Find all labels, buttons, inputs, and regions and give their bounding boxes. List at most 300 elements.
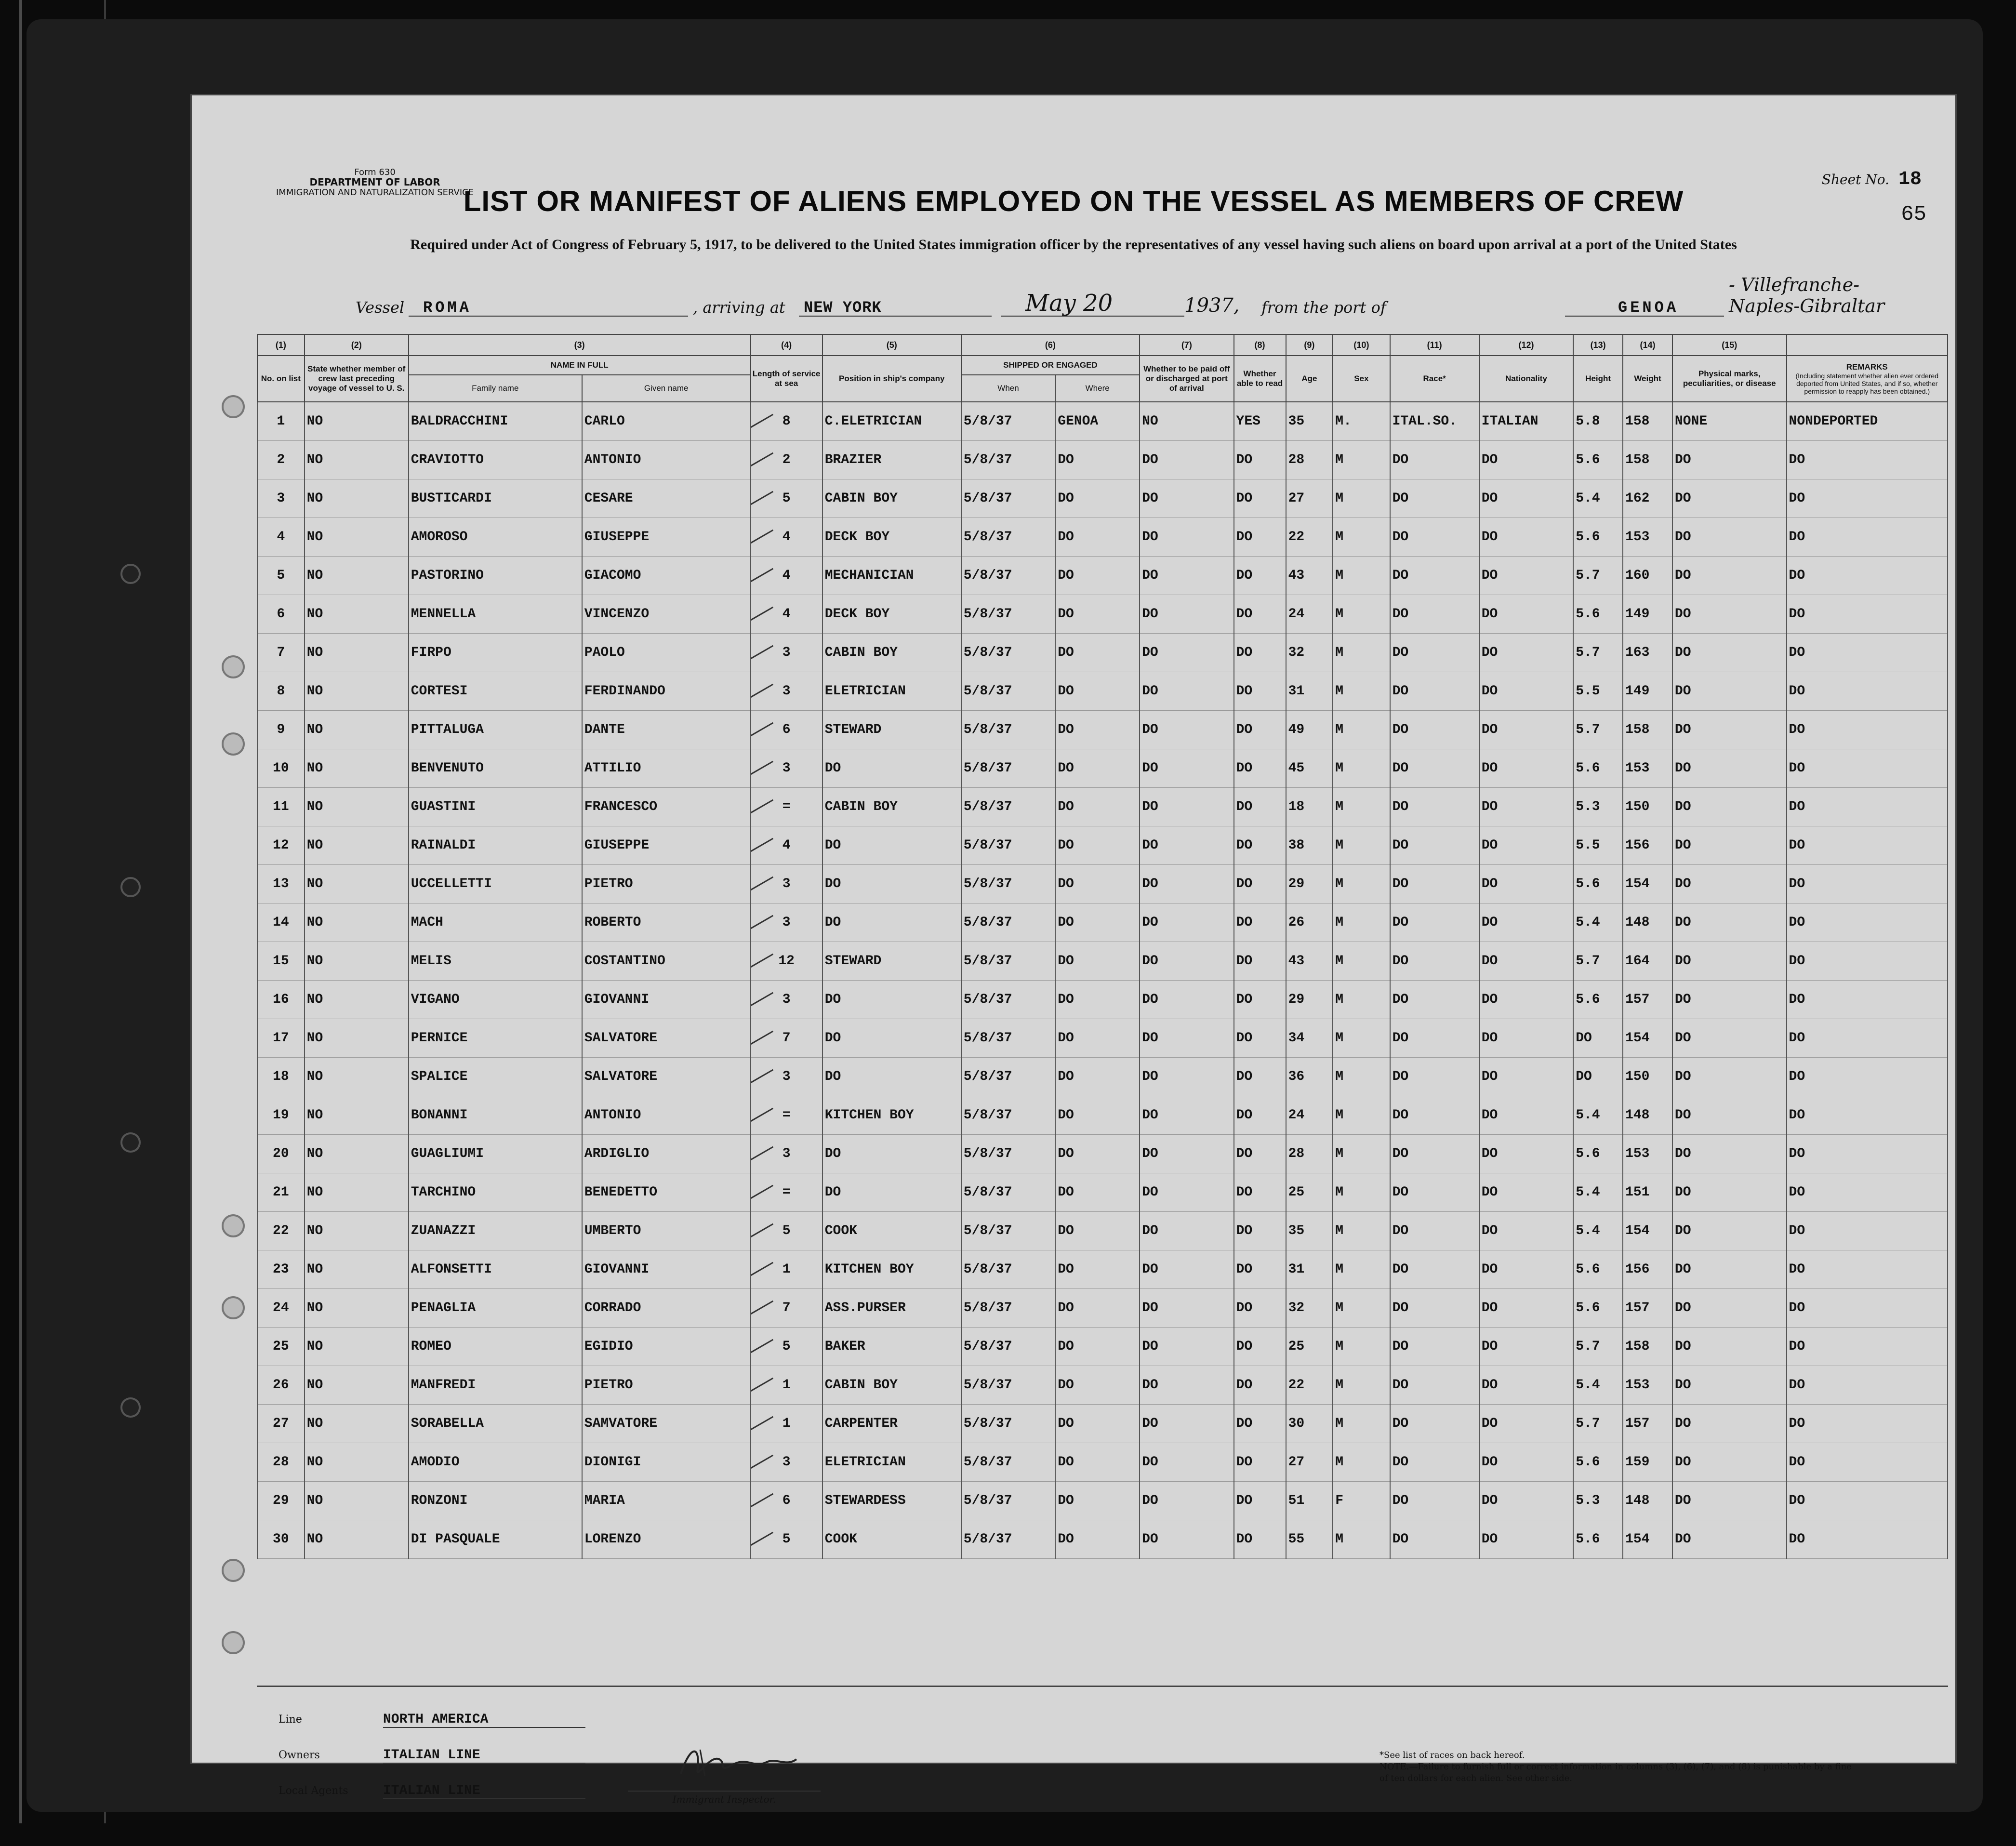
given-name: ARDIGLIO xyxy=(582,1135,751,1173)
physical-marks: DO xyxy=(1672,711,1787,749)
shipped-when: 5/8/37 xyxy=(961,1520,1055,1559)
family-name: GUASTINI xyxy=(409,788,582,826)
row-number: 21 xyxy=(257,1173,305,1212)
given-name: MARIA xyxy=(582,1482,751,1520)
nationality: DO xyxy=(1479,711,1573,749)
from-label: from the port of xyxy=(1261,298,1386,317)
sex: M xyxy=(1333,557,1390,595)
prior-voyage: NO xyxy=(305,1096,409,1135)
paid-off: DO xyxy=(1140,1250,1233,1289)
shipped-where: DO xyxy=(1055,441,1140,479)
tally-mark xyxy=(751,568,773,584)
remarks: DO xyxy=(1787,865,1948,903)
ring-hole xyxy=(120,564,141,584)
weight: 150 xyxy=(1623,1058,1672,1096)
position: STEWARDESS xyxy=(822,1482,961,1520)
able-to-read: DO xyxy=(1234,1173,1286,1212)
table-row xyxy=(257,711,1948,749)
physical-marks: DO xyxy=(1672,1135,1787,1173)
paid-off: DO xyxy=(1140,711,1233,749)
able-to-read: DO xyxy=(1234,826,1286,865)
tally-mark xyxy=(751,1223,773,1239)
nationality: DO xyxy=(1479,1405,1573,1443)
weight: 158 xyxy=(1623,441,1672,479)
prior-voyage: NO xyxy=(305,1405,409,1443)
height: 5.6 xyxy=(1573,749,1623,788)
service-length: 6 xyxy=(751,1482,822,1520)
weight: 153 xyxy=(1623,518,1672,557)
physical-marks: DO xyxy=(1672,1289,1787,1328)
service-length: 4 xyxy=(751,518,822,557)
shipped-when: 5/8/37 xyxy=(961,479,1055,518)
race: ITAL.SO. xyxy=(1390,402,1479,441)
race: DO xyxy=(1390,826,1479,865)
weight: 164 xyxy=(1623,942,1672,981)
able-to-read: DO xyxy=(1234,1212,1286,1250)
service-length: 7 xyxy=(751,1289,822,1328)
sex: M xyxy=(1333,749,1390,788)
given-name: GIUSEPPE xyxy=(582,826,751,865)
shipped-when: 5/8/37 xyxy=(961,981,1055,1019)
height: 5.3 xyxy=(1573,788,1623,826)
physical-marks: DO xyxy=(1672,826,1787,865)
service-length: 5 xyxy=(751,1520,822,1559)
position: C.ELETRICIAN xyxy=(822,402,961,441)
age: 22 xyxy=(1286,518,1333,557)
shipped-when: 5/8/37 xyxy=(961,1250,1055,1289)
header-length: Length of service at sea xyxy=(751,356,822,402)
service-length: = xyxy=(751,788,822,826)
row-number: 16 xyxy=(257,981,305,1019)
nationality: DO xyxy=(1479,1173,1573,1212)
row-number: 13 xyxy=(257,865,305,903)
prior-voyage: NO xyxy=(305,1058,409,1096)
column-number-row xyxy=(257,334,1948,356)
nationality: DO xyxy=(1479,749,1573,788)
paid-off: DO xyxy=(1140,749,1233,788)
binding-holes xyxy=(212,0,241,1823)
remarks: DO xyxy=(1787,1250,1948,1289)
service-length: 5 xyxy=(751,479,822,518)
position: COOK xyxy=(822,1212,961,1250)
race: DO xyxy=(1390,1058,1479,1096)
row-number: 4 xyxy=(257,518,305,557)
service-length: 3 xyxy=(751,1135,822,1173)
age: 35 xyxy=(1286,402,1333,441)
page-subtitle: Required under Act of Congress of February 5, 1917, to be delivered to the United States immigration officer by the representatives of any vessel having such aliens on board upon arrival at a port of the United States xyxy=(410,237,1737,252)
shipped-when: 5/8/37 xyxy=(961,1212,1055,1250)
age: 36 xyxy=(1286,1058,1333,1096)
physical-marks: DO xyxy=(1672,1212,1787,1250)
colnum: (9) xyxy=(1286,334,1333,356)
nationality: DO xyxy=(1479,479,1573,518)
shipped-when: 5/8/37 xyxy=(961,1328,1055,1366)
position: DO xyxy=(822,749,961,788)
row-number: 7 xyxy=(257,634,305,672)
height: 5.6 xyxy=(1573,981,1623,1019)
row-number: 3 xyxy=(257,479,305,518)
physical-marks: NONE xyxy=(1672,402,1787,441)
row-number: 14 xyxy=(257,903,305,942)
nationality: DO xyxy=(1479,1019,1573,1058)
height: DO xyxy=(1573,1019,1623,1058)
shipped-when: 5/8/37 xyxy=(961,518,1055,557)
nationality: DO xyxy=(1479,634,1573,672)
position: CARPENTER xyxy=(822,1405,961,1443)
header-physical: Physical marks, peculiarities, or disease xyxy=(1672,356,1787,402)
nationality: DO xyxy=(1479,788,1573,826)
age: 22 xyxy=(1286,1366,1333,1405)
remarks: DO xyxy=(1787,557,1948,595)
family-name: SPALICE xyxy=(409,1058,582,1096)
table-row xyxy=(257,518,1948,557)
height: 5.4 xyxy=(1573,479,1623,518)
family-name: GUAGLIUMI xyxy=(409,1135,582,1173)
tally-mark xyxy=(751,684,773,700)
prior-voyage: NO xyxy=(305,788,409,826)
prior-voyage: NO xyxy=(305,1482,409,1520)
prior-voyage: NO xyxy=(305,1443,409,1482)
given-name: EGIDIO xyxy=(582,1328,751,1366)
shipped-when: 5/8/37 xyxy=(961,788,1055,826)
row-number: 25 xyxy=(257,1328,305,1366)
table-row xyxy=(257,1096,1948,1135)
table-row xyxy=(257,595,1948,634)
colnum: (10) xyxy=(1333,334,1390,356)
remarks: DO xyxy=(1787,1212,1948,1250)
row-number: 6 xyxy=(257,595,305,634)
ring-hole xyxy=(120,1397,141,1418)
tally-mark xyxy=(751,1262,773,1278)
weight: 148 xyxy=(1623,1096,1672,1135)
able-to-read: YES xyxy=(1234,402,1286,441)
physical-marks: DO xyxy=(1672,749,1787,788)
shipped-where: DO xyxy=(1055,1212,1140,1250)
physical-marks: DO xyxy=(1672,1328,1787,1366)
prior-voyage: NO xyxy=(305,942,409,981)
header-position: Position in ship's company xyxy=(822,356,961,402)
age: 27 xyxy=(1286,479,1333,518)
remarks: DO xyxy=(1787,942,1948,981)
service-length: 3 xyxy=(751,903,822,942)
shipped-when: 5/8/37 xyxy=(961,1135,1055,1173)
prior-voyage: NO xyxy=(305,1289,409,1328)
punch-hole xyxy=(222,1296,245,1319)
given-name: ATTILIO xyxy=(582,749,751,788)
position: DO xyxy=(822,1173,961,1212)
header-sex: Sex xyxy=(1333,356,1390,402)
height: 5.7 xyxy=(1573,1328,1623,1366)
able-to-read: DO xyxy=(1234,711,1286,749)
race: DO xyxy=(1390,634,1479,672)
remarks: DO xyxy=(1787,1328,1948,1366)
shipped-where: DO xyxy=(1055,749,1140,788)
able-to-read: DO xyxy=(1234,441,1286,479)
race-note: *See list of races on back hereof. xyxy=(1379,1750,1525,1760)
service-length: 8 xyxy=(751,402,822,441)
prior-voyage: NO xyxy=(305,441,409,479)
prior-voyage: NO xyxy=(305,826,409,865)
position: DO xyxy=(822,981,961,1019)
able-to-read: DO xyxy=(1234,1443,1286,1482)
paid-off: DO xyxy=(1140,557,1233,595)
family-name: UCCELLETTI xyxy=(409,865,582,903)
colnum: (14) xyxy=(1623,334,1672,356)
physical-marks: DO xyxy=(1672,479,1787,518)
given-name: ANTONIO xyxy=(582,441,751,479)
height: 5.7 xyxy=(1573,557,1623,595)
paid-off: DO xyxy=(1140,1096,1233,1135)
age: 29 xyxy=(1286,981,1333,1019)
able-to-read: DO xyxy=(1234,557,1286,595)
physical-marks: DO xyxy=(1672,788,1787,826)
paid-off: DO xyxy=(1140,1443,1233,1482)
able-to-read: DO xyxy=(1234,634,1286,672)
nationality: DO xyxy=(1479,1366,1573,1405)
height: 5.4 xyxy=(1573,903,1623,942)
given-name: ROBERTO xyxy=(582,903,751,942)
remarks-title: REMARKS xyxy=(1846,362,1888,372)
physical-marks: DO xyxy=(1672,1173,1787,1212)
shipped-where: DO xyxy=(1055,788,1140,826)
shipped-where: DO xyxy=(1055,672,1140,711)
shipped-where: DO xyxy=(1055,981,1140,1019)
paid-off: DO xyxy=(1140,1212,1233,1250)
weight: 159 xyxy=(1623,1443,1672,1482)
race: DO xyxy=(1390,1096,1479,1135)
prior-voyage: NO xyxy=(305,1135,409,1173)
given-name: GIOVANNI xyxy=(582,981,751,1019)
paid-off: DO xyxy=(1140,1173,1233,1212)
physical-marks: DO xyxy=(1672,557,1787,595)
prior-voyage: NO xyxy=(305,711,409,749)
colnum: (11) xyxy=(1390,334,1479,356)
shipped-where: DO xyxy=(1055,634,1140,672)
header-remarks xyxy=(1787,356,1948,402)
table-row xyxy=(257,1019,1948,1058)
prior-voyage: NO xyxy=(305,1173,409,1212)
family-name: PITTALUGA xyxy=(409,711,582,749)
nationality: DO xyxy=(1479,595,1573,634)
agents-value: ITALIAN LINE xyxy=(383,1783,585,1799)
paid-off: DO xyxy=(1140,634,1233,672)
tally-mark xyxy=(751,1455,773,1471)
colnum: (4) xyxy=(751,334,822,356)
able-to-read: DO xyxy=(1234,865,1286,903)
position: DO xyxy=(822,826,961,865)
line-value: NORTH AMERICA xyxy=(383,1712,585,1728)
paid-off: DO xyxy=(1140,826,1233,865)
table-row xyxy=(257,942,1948,981)
colnum: (15) xyxy=(1672,334,1787,356)
family-name: ALFONSETTI xyxy=(409,1250,582,1289)
tally-mark xyxy=(751,607,773,623)
sex: M xyxy=(1333,1019,1390,1058)
owners-label: Owners xyxy=(279,1749,320,1761)
colnum: (7) xyxy=(1140,334,1233,356)
page-number: 65 xyxy=(1901,202,1926,226)
shipped-when: 5/8/37 xyxy=(961,865,1055,903)
row-number: 17 xyxy=(257,1019,305,1058)
able-to-read: DO xyxy=(1234,672,1286,711)
table-row xyxy=(257,1212,1948,1250)
shipped-when: 5/8/37 xyxy=(961,1096,1055,1135)
row-number: 30 xyxy=(257,1520,305,1559)
tally-mark xyxy=(751,530,773,545)
service-length: 3 xyxy=(751,1058,822,1096)
service-length: 3 xyxy=(751,749,822,788)
shipped-where: DO xyxy=(1055,903,1140,942)
service-length: 3 xyxy=(751,981,822,1019)
shipped-where: DO xyxy=(1055,711,1140,749)
tally-mark xyxy=(751,1146,773,1162)
tally-mark xyxy=(751,838,773,854)
age: 30 xyxy=(1286,1405,1333,1443)
family-name: BUSTICARDI xyxy=(409,479,582,518)
nationality: DO xyxy=(1479,1135,1573,1173)
family-name: MELIS xyxy=(409,942,582,981)
row-number: 8 xyxy=(257,672,305,711)
given-name: PIETRO xyxy=(582,1366,751,1405)
header-age: Age xyxy=(1286,356,1333,402)
header-weight: Weight xyxy=(1623,356,1672,402)
sex: M xyxy=(1333,1289,1390,1328)
weight: 157 xyxy=(1623,1405,1672,1443)
colnum: (13) xyxy=(1573,334,1623,356)
owners-value: ITALIAN LINE xyxy=(383,1748,585,1764)
height: 5.8 xyxy=(1573,402,1623,441)
physical-marks: DO xyxy=(1672,518,1787,557)
age: 28 xyxy=(1286,1135,1333,1173)
shipped-where: DO xyxy=(1055,1058,1140,1096)
sheet-label: Sheet No. xyxy=(1821,172,1890,187)
weight: 154 xyxy=(1623,1212,1672,1250)
shipped-where: DO xyxy=(1055,1173,1140,1212)
colnum: (5) xyxy=(822,334,961,356)
age: 35 xyxy=(1286,1212,1333,1250)
physical-marks: DO xyxy=(1672,1520,1787,1559)
table-row xyxy=(257,1405,1948,1443)
table-row xyxy=(257,1058,1948,1096)
remarks: DO xyxy=(1787,1366,1948,1405)
paid-off: DO xyxy=(1140,1289,1233,1328)
family-name: MENNELLA xyxy=(409,595,582,634)
able-to-read: DO xyxy=(1234,1482,1286,1520)
crew-manifest-table xyxy=(257,334,1948,1559)
given-name: SALVATORE xyxy=(582,1019,751,1058)
shipped-when: 5/8/37 xyxy=(961,1482,1055,1520)
service-length: 7 xyxy=(751,1019,822,1058)
height: 5.7 xyxy=(1573,1405,1623,1443)
punch-hole xyxy=(222,732,245,756)
family-name: BONANNI xyxy=(409,1096,582,1135)
physical-marks: DO xyxy=(1672,1482,1787,1520)
colnum: (8) xyxy=(1234,334,1286,356)
physical-marks: DO xyxy=(1672,1405,1787,1443)
able-to-read: DO xyxy=(1234,981,1286,1019)
height: 5.5 xyxy=(1573,826,1623,865)
weight: 157 xyxy=(1623,981,1672,1019)
shipped-where: DO xyxy=(1055,1289,1140,1328)
row-number: 26 xyxy=(257,1366,305,1405)
tally-mark xyxy=(751,761,773,777)
colnum: (3) xyxy=(409,334,751,356)
tally-mark xyxy=(751,452,773,468)
row-number: 29 xyxy=(257,1482,305,1520)
nationality: DO xyxy=(1479,672,1573,711)
age: 24 xyxy=(1286,595,1333,634)
service-length: 4 xyxy=(751,826,822,865)
row-number: 9 xyxy=(257,711,305,749)
physical-marks: DO xyxy=(1672,1366,1787,1405)
sex: M xyxy=(1333,479,1390,518)
race: DO xyxy=(1390,865,1479,903)
physical-marks: DO xyxy=(1672,1096,1787,1135)
race: DO xyxy=(1390,903,1479,942)
given-name: DIONIGI xyxy=(582,1443,751,1482)
given-name: SALVATORE xyxy=(582,1058,751,1096)
sex: M xyxy=(1333,1250,1390,1289)
tally-mark xyxy=(751,1416,773,1432)
family-name: ZUANAZZI xyxy=(409,1212,582,1250)
position: STEWARD xyxy=(822,942,961,981)
weight: 158 xyxy=(1623,402,1672,441)
age: 25 xyxy=(1286,1328,1333,1366)
table-row xyxy=(257,826,1948,865)
physical-marks: DO xyxy=(1672,1443,1787,1482)
weight: 154 xyxy=(1623,865,1672,903)
paid-off: DO xyxy=(1140,479,1233,518)
weight: 162 xyxy=(1623,479,1672,518)
nationality: DO xyxy=(1479,826,1573,865)
age: 43 xyxy=(1286,557,1333,595)
remarks: DO xyxy=(1787,595,1948,634)
table-row xyxy=(257,1328,1948,1366)
shipped-where: DO xyxy=(1055,1520,1140,1559)
shipped-where: DO xyxy=(1055,1135,1140,1173)
service-length: 3 xyxy=(751,865,822,903)
weight: 148 xyxy=(1623,1482,1672,1520)
age: 32 xyxy=(1286,1289,1333,1328)
nationality: DO xyxy=(1479,1443,1573,1482)
tally-mark xyxy=(751,1378,773,1394)
remarks: DO xyxy=(1787,749,1948,788)
able-to-read: DO xyxy=(1234,1019,1286,1058)
race: DO xyxy=(1390,557,1479,595)
given-name: DANTE xyxy=(582,711,751,749)
paid-off: DO xyxy=(1140,1520,1233,1559)
race: DO xyxy=(1390,1482,1479,1520)
weight: 158 xyxy=(1623,1328,1672,1366)
paid-off: DO xyxy=(1140,1366,1233,1405)
service-length: = xyxy=(751,1096,822,1135)
arriving-label: , arriving at xyxy=(693,298,785,317)
position: DECK BOY xyxy=(822,595,961,634)
race: DO xyxy=(1390,1443,1479,1482)
nationality: DO xyxy=(1479,1058,1573,1096)
nationality: DO xyxy=(1479,1482,1573,1520)
paid-off: DO xyxy=(1140,865,1233,903)
remarks: DO xyxy=(1787,1096,1948,1135)
family-name: SORABELLA xyxy=(409,1405,582,1443)
row-number: 1 xyxy=(257,402,305,441)
header-where: Where xyxy=(1055,375,1140,402)
shipped-when: 5/8/37 xyxy=(961,672,1055,711)
height: 5.7 xyxy=(1573,634,1623,672)
family-name: VIGANO xyxy=(409,981,582,1019)
nationality: DO xyxy=(1479,865,1573,903)
family-name: TARCHINO xyxy=(409,1173,582,1212)
